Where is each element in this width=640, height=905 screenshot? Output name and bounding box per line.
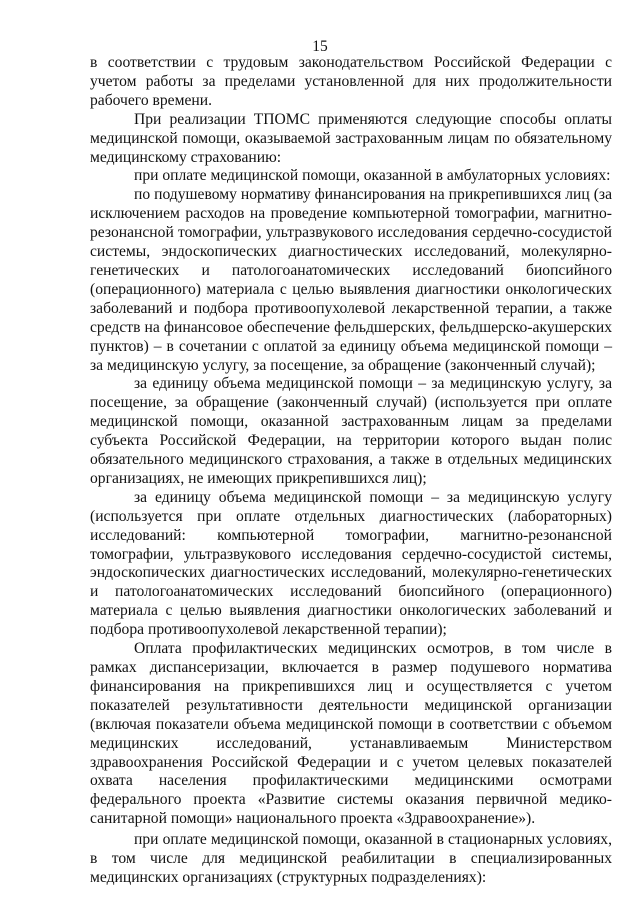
paragraph-per-capita-standard: по подушевому нормативу финансирования на прикрепившихся лиц (за исключением расходов на проведение компьютерной томографии, магнитно-резонансной томографии, ультразвукового исследования сердечно-сосудистой системы, эндоскопических диагностических исследований, молекулярно-генетических и патологоанатомических исследований биопсийного (операционного) материала с целью выявления диагностики онкологических заболеваний и подбора противоопухолевой лекарственной терапии, а также средств на финансовое обеспечение фельдшерских, фельдшерско-акушерских пунктов) – в сочетании с оплатой за единицу объема медицинской помощи – за медицинскую услугу, за посещение, за обращение (законченный случай); [90,186,612,374]
page-number: 15 [312,38,328,55]
paragraph-inpatient-heading: при оплате медицинской помощи, оказанной в стационарных условиях, в том числе для медицинской реабилитации в специализированных медицинских организациях (структурных подразделениях): [90,831,612,886]
document-body [90,54,612,888]
paragraph-outpatient-heading: при оплате медицинской помощи, оказанной в амбулаторных условиях: [134,167,611,185]
paragraph-preventive-exams: Оплата профилактических медицинских осмотров, в том числе в рамках диспансеризации, включается в размер подушевого норматива финансирования на прикрепившихся лиц и осуществляется с учетом показателей результативности деятельности медицинской организации (включая показатели объема медицинской помощи в соответствии с объемом медицинских исследований, устанавливаемым Министерством здравоохранения Российской Федерации и с учетом целевых показателей охвата населения профилактическими медицинскими осмотрами федерального проекта «Развитие системы оказания первичной медико-санитарной помощи» национального проекта «Здравоохранение»). [90,640,612,828]
paragraph-payment-methods-intro: При реализации ТПОМС применяются следующие способы оплаты медицинской помощи, оказываемой застрахованным лицам по обязательному медицинскому страхованию: [90,110,612,166]
paragraph-continuation: в соответствии с трудовым законодательством Российской Федерации с учетом работы за пределами установленной для них продолжительности рабочего времени. [90,54,612,109]
paragraph-unit-of-volume: за единицу объема медицинской помощи – за медицинскую услугу, за посещение, за обращение (законченный случай) (используется при оплате медицинской помощи, оказанной застрахованным лицам за пределами субъекта Российской Федерации, на территории которого выдан полис обязательного медицинского страхования, а также в отдельных медицинских организациях, не имеющих прикрепившихся лиц); [90,375,612,487]
paragraph-medical-service: за единицу объема медицинской помощи – за медицинскую услугу (используется при оплате отдельных диагностических (лабораторных) исследований: компьютерной томографии, магнитно-резонансной томографии, ультразвукового исследования сердечно-сосудистой системы, эндоскопических диагностических исследований, молекулярно-генетических и патологоанатомических исследований биопсийного (операционного) материала с целью выявления диагностики онкологических заболеваний и подбора противоопухолевой лекарственной терапии); [90,488,612,639]
